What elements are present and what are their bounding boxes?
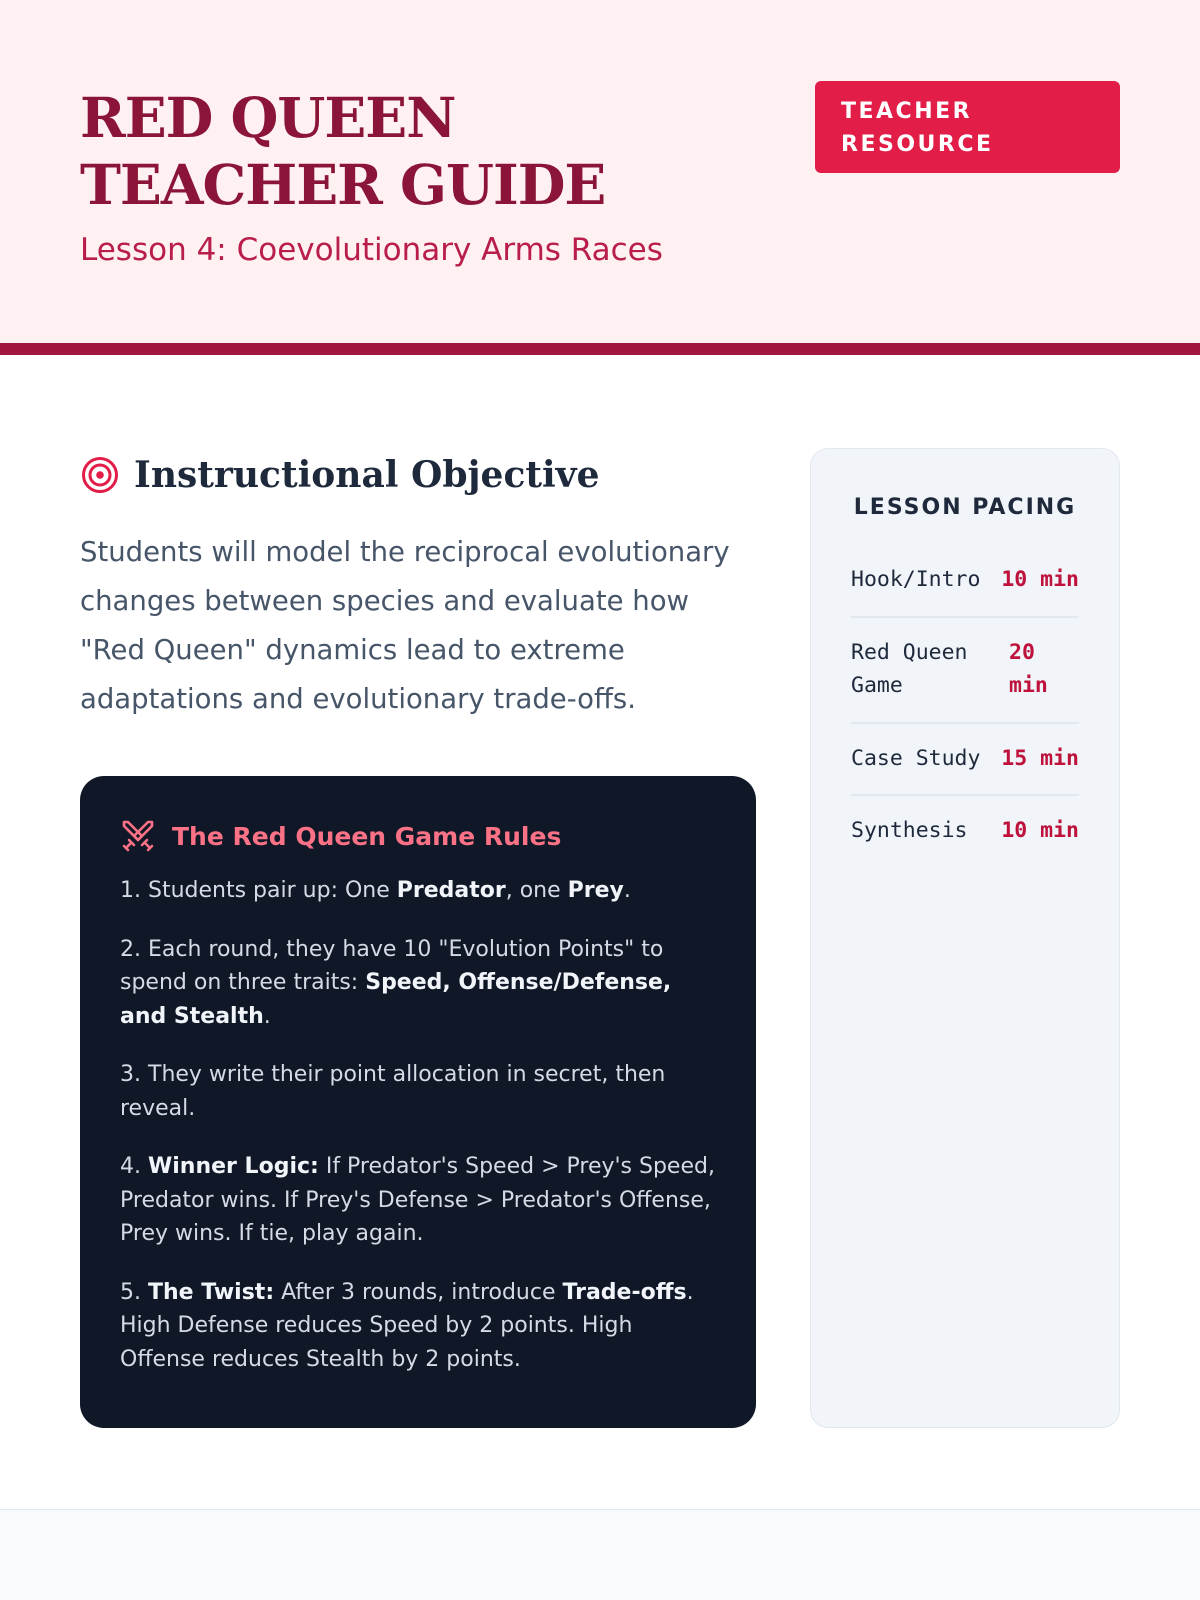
target-icon: [80, 455, 120, 495]
teacher-resource-badge: TEACHER RESOURCE: [815, 81, 1120, 173]
game-rules-card: [80, 776, 756, 1428]
lesson-pacing-panel: [810, 448, 1120, 1428]
pacing-duration: 15 min: [1001, 745, 1079, 771]
pacing-duration: 20 min: [1009, 639, 1048, 698]
lesson-subtitle: Lesson 4: Coevolutionary Arms Races: [80, 232, 663, 268]
page-title: RED QUEEN TEACHER GUIDE: [80, 85, 606, 217]
pacing-row: [851, 618, 1079, 724]
crossed-swords-icon: [120, 818, 156, 854]
objective-text: Students will model the reciprocal evolutionary changes between species and evaluate how "Red Queen" dynamics lead to extreme adaptations and evolutionary trade-offs.: [80, 536, 730, 715]
pacing-activity: Hook/Intro: [851, 567, 981, 592]
rule-item: 1. Students pair up: One Predator, one Prey.: [120, 878, 631, 903]
pacing-row: [851, 796, 1079, 867]
objective-heading-row: [80, 448, 600, 502]
pacing-activity: Case Study: [851, 745, 981, 771]
rule-item: 3. They write their point allocation in secret, then reveal.: [120, 1062, 666, 1121]
objective-heading: Instructional Objective: [134, 454, 600, 496]
pacing-activity: Red Queen Game: [851, 639, 968, 698]
game-rules-heading-row: [120, 816, 716, 856]
rule-item: 4. Winner Logic: If Predator's Speed > Prey's Speed, Predator wins. If Prey's Defense > Predator's Offense, Prey wins. If tie, play again.: [120, 1154, 715, 1246]
rule-item: 5. The Twist: After 3 rounds, introduce Trade-offs. High Defense reduces Speed by 2 points. High Offense reduces Stealth by 2 points.: [120, 1279, 694, 1372]
page-header: [0, 0, 1200, 355]
game-rules-heading: The Red Queen Game Rules: [172, 821, 562, 851]
pacing-row: [851, 724, 1079, 797]
pacing-activity: Synthesis: [851, 818, 968, 843]
pacing-duration: 10 min: [1001, 567, 1079, 592]
pacing-title: LESSON PACING: [853, 495, 1077, 520]
pacing-row: [851, 545, 1079, 618]
rule-item: 2. Each round, they have 10 "Evolution Points" to spend on three traits: Speed, Offense/Defense, and Stealth.: [120, 936, 672, 1029]
pacing-duration: 10 min: [1001, 818, 1079, 843]
page-footer: [0, 1509, 1200, 1600]
